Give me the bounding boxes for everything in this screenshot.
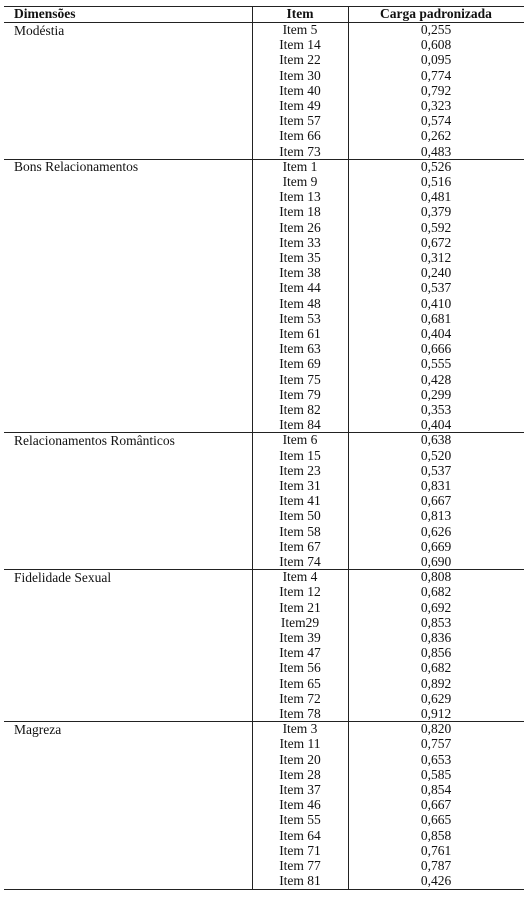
- loading-cell: 0,262: [420, 128, 452, 144]
- loading-cell: 0,483: [420, 143, 452, 159]
- item-cell: Item 53: [279, 310, 321, 326]
- item-cell: Item 41: [279, 493, 321, 509]
- item-cell: Item 69: [279, 356, 321, 372]
- loading-cell: 0,856: [420, 645, 452, 661]
- loading-cell: 0,665: [420, 812, 452, 828]
- item-cell: Item 30: [279, 67, 321, 83]
- loading-cell: 0,526: [420, 158, 452, 174]
- item-cell: Item 39: [279, 630, 321, 645]
- item-cell: Item29: [280, 614, 320, 630]
- loading-cell: 0,757: [420, 736, 452, 752]
- item-cell: Item 38: [279, 265, 321, 281]
- loading-cell: 0,240: [420, 265, 452, 281]
- item-cell: Item 28: [279, 766, 321, 782]
- item-cell: Item 14: [279, 37, 321, 53]
- item-cell: Item 58: [279, 523, 321, 539]
- dimension-label: Fidelidade Sexual: [14, 569, 112, 585]
- item-cell: Item 84: [279, 417, 321, 433]
- item-cell: Item 33: [279, 234, 321, 250]
- loading-cell: 0,667: [420, 797, 452, 813]
- loading-cell: 0,299: [420, 386, 452, 402]
- item-cell: Item 55: [279, 812, 321, 828]
- header-loading: Carga padronizada: [380, 6, 492, 21]
- item-cell: Item 12: [279, 584, 321, 600]
- loading-cell: 0,537: [420, 462, 452, 478]
- loading-cell: 0,831: [420, 478, 452, 493]
- dimension-label: Magreza: [14, 721, 62, 737]
- item-cell: Item 22: [279, 52, 321, 68]
- item-cell: Item 66: [279, 128, 321, 144]
- item-cell: Item 4: [282, 569, 318, 585]
- item-cell: Item 75: [279, 371, 321, 387]
- item-cell: Item 44: [279, 280, 321, 296]
- loading-cell: 0,820: [420, 721, 452, 737]
- loading-cell: 0,516: [420, 174, 452, 189]
- item-cell: Item 81: [279, 873, 321, 889]
- loading-cell: 0,537: [420, 280, 452, 296]
- loading-cell: 0,585: [420, 766, 452, 782]
- header-dimension: Dimensões: [14, 6, 76, 21]
- loading-cell: 0,638: [420, 432, 452, 448]
- loading-cell: 0,892: [420, 675, 452, 691]
- loading-cell: 0,574: [420, 113, 452, 129]
- loading-cell: 0,323: [420, 98, 452, 113]
- item-cell: Item 46: [279, 797, 321, 813]
- loading-cell: 0,858: [420, 827, 452, 843]
- loading-cell: 0,428: [420, 371, 452, 387]
- item-cell: Item 72: [279, 690, 321, 706]
- loading-cell: 0,592: [420, 219, 452, 235]
- loading-cell: 0,312: [420, 250, 452, 265]
- loading-cell: 0,481: [420, 189, 452, 205]
- item-cell: Item 78: [279, 706, 321, 721]
- loading-cell: 0,682: [420, 660, 452, 676]
- item-cell: Item 57: [279, 113, 321, 129]
- header-item: Item: [286, 6, 314, 21]
- loading-cell: 0,608: [420, 37, 452, 53]
- loading-cell: 0,626: [420, 523, 452, 539]
- loading-cell: 0,692: [420, 599, 452, 615]
- item-cell: Item 65: [279, 675, 321, 691]
- loading-cell: 0,808: [420, 569, 452, 585]
- item-cell: Item 37: [279, 782, 321, 797]
- item-cell: Item 40: [279, 82, 321, 98]
- loading-cell: 0,853: [420, 614, 452, 630]
- column-divider-item: [252, 6, 253, 889]
- loading-cell: 0,690: [420, 554, 452, 569]
- item-cell: Item 15: [279, 447, 321, 463]
- item-cell: Item 13: [279, 189, 321, 205]
- loading-cell: 0,667: [420, 493, 452, 509]
- item-cell: Item 31: [279, 478, 321, 493]
- loading-cell: 0,792: [420, 82, 452, 98]
- loading-cell: 0,404: [420, 417, 452, 433]
- item-cell: Item 73: [279, 143, 321, 159]
- item-cell: Item 56: [279, 660, 321, 676]
- loading-cell: 0,410: [420, 295, 452, 311]
- item-cell: Item 26: [279, 219, 321, 235]
- item-cell: Item 77: [279, 858, 321, 873]
- loading-cell: 0,669: [420, 538, 452, 554]
- item-cell: Item 74: [279, 554, 321, 569]
- item-cell: Item 1: [282, 158, 318, 174]
- loading-cell: 0,761: [420, 842, 452, 858]
- loading-cell: 0,854: [420, 782, 452, 797]
- dimension-label: Relacionamentos Românticos: [14, 432, 175, 448]
- item-cell: Item 5: [282, 22, 318, 37]
- loading-cell: 0,426: [420, 873, 452, 889]
- loading-cell: 0,666: [420, 341, 452, 357]
- item-cell: Item 82: [279, 402, 321, 417]
- item-cell: Item 63: [279, 341, 321, 357]
- loading-cell: 0,682: [420, 584, 452, 600]
- loading-cell: 0,095: [420, 52, 452, 68]
- loading-cell: 0,255: [420, 22, 452, 37]
- table-bottom-rule: [4, 889, 524, 890]
- item-cell: Item 49: [279, 98, 321, 113]
- loading-cell: 0,836: [420, 630, 452, 645]
- item-cell: Item 47: [279, 645, 321, 661]
- item-cell: Item 6: [282, 432, 318, 448]
- item-cell: Item 67: [279, 538, 321, 554]
- loading-cell: 0,520: [420, 447, 452, 463]
- item-cell: Item 35: [279, 250, 321, 265]
- dimension-label: Modéstia: [14, 22, 65, 38]
- loading-cell: 0,555: [420, 356, 452, 372]
- loading-cell: 0,379: [420, 204, 452, 220]
- item-cell: Item 18: [279, 204, 321, 220]
- dimension-label: Bons Relacionamentos: [14, 159, 139, 175]
- loading-cell: 0,404: [420, 326, 452, 341]
- item-cell: Item 50: [279, 508, 321, 524]
- loading-cell: 0,672: [420, 234, 452, 250]
- loading-cell: 0,629: [420, 690, 452, 706]
- loading-cell: 0,912: [420, 706, 452, 721]
- item-cell: Item 20: [279, 751, 321, 767]
- item-cell: Item 23: [279, 462, 321, 478]
- loading-cell: 0,813: [420, 508, 452, 524]
- loading-cell: 0,353: [420, 402, 452, 417]
- item-cell: Item 11: [279, 736, 321, 752]
- item-cell: Item 48: [279, 295, 321, 311]
- column-divider-loading: [348, 6, 349, 889]
- item-cell: Item 71: [279, 842, 321, 858]
- loading-cell: 0,681: [420, 310, 452, 326]
- loading-cell: 0,787: [420, 858, 452, 873]
- item-cell: Item 3: [282, 721, 318, 737]
- loading-cell: 0,774: [420, 67, 452, 83]
- item-cell: Item 21: [279, 599, 321, 615]
- item-cell: Item 79: [279, 386, 321, 402]
- item-cell: Item 9: [282, 174, 318, 189]
- loading-cell: 0,653: [420, 751, 452, 767]
- item-cell: Item 61: [279, 326, 321, 341]
- item-cell: Item 64: [279, 827, 321, 843]
